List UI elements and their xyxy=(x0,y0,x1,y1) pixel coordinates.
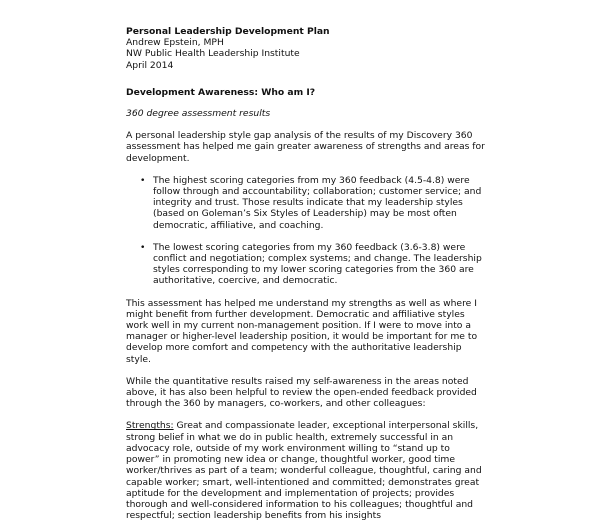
intro-paragraph: A personal leadership style gap analysis of the results of my Discovery 360 assessment has helped me gain greater awareness of strengths and areas for development. xyxy=(126,130,485,164)
document-date: April 2014 xyxy=(126,59,174,71)
list-item: • The lowest scoring categories from my 360 feedback (3.6-3.8) were conflict and negotiation; complex systems; and change. The leadership styles corresponding to my lower scoring categories from the 360 are authoritative, coercive, and democratic. xyxy=(126,242,486,287)
strengths-paragraph xyxy=(126,420,486,521)
section-heading: Development Awareness: Who am I? xyxy=(126,86,316,98)
organization-name: NW Public Health Leadership Institute xyxy=(126,48,300,60)
document-title: Personal Leadership Development Plan xyxy=(126,26,330,37)
document-page xyxy=(126,26,486,521)
document-header xyxy=(126,26,486,71)
author-name: Andrew Epstein, MPH xyxy=(126,37,224,49)
quantitative-paragraph: While the quantitative results raised my self-awareness in the areas noted above, it has also been helpful to review the open-ended feedback provided through the 360 by managers, co-workers, and other colleagues: xyxy=(126,375,477,410)
list-item: • The highest scoring categories from my 360 feedback (4.5-4.8) were follow through and accountability; collaboration; customer service; and integrity and trust. Those results indicate that my leadership styles (based on Goleman’s Six Styles of Leadership) may be most often democratic, affiliative, and coaching. xyxy=(126,175,486,231)
assessment-paragraph: This assessment has helped me understand my strengths as well as where I might benefit from further development. Democratic and affiliative styles work well in my current non-management position. If I were to move into a manager or higher-level leadership position, it would be important for me to develop more comfort and competency with the authoritative leadership style. xyxy=(126,297,478,365)
section-subheading: 360 degree assessment results xyxy=(126,108,271,120)
strengths-label: Strengths: xyxy=(126,420,174,432)
strengths-text: Great and compassionate leader, exceptional interpersonal skills, strong belief in what we do in public health, extremely successful in an advocacy role, outside of my work environment willing to “stand up to power” in promoting new idea or change, thoughtful worker, good time worker/thrives as part of a team; wonderful colleague, thoughtful, caring and capable worker; smart, well-intentioned and committed; demonstrates great aptitude for the development and implementation of projects; provides thorough and well-considered information to his colleagues; thoughtful and respectful; section leadership benefits from his insights xyxy=(126,420,482,522)
feedback-bullet-list xyxy=(126,175,486,287)
